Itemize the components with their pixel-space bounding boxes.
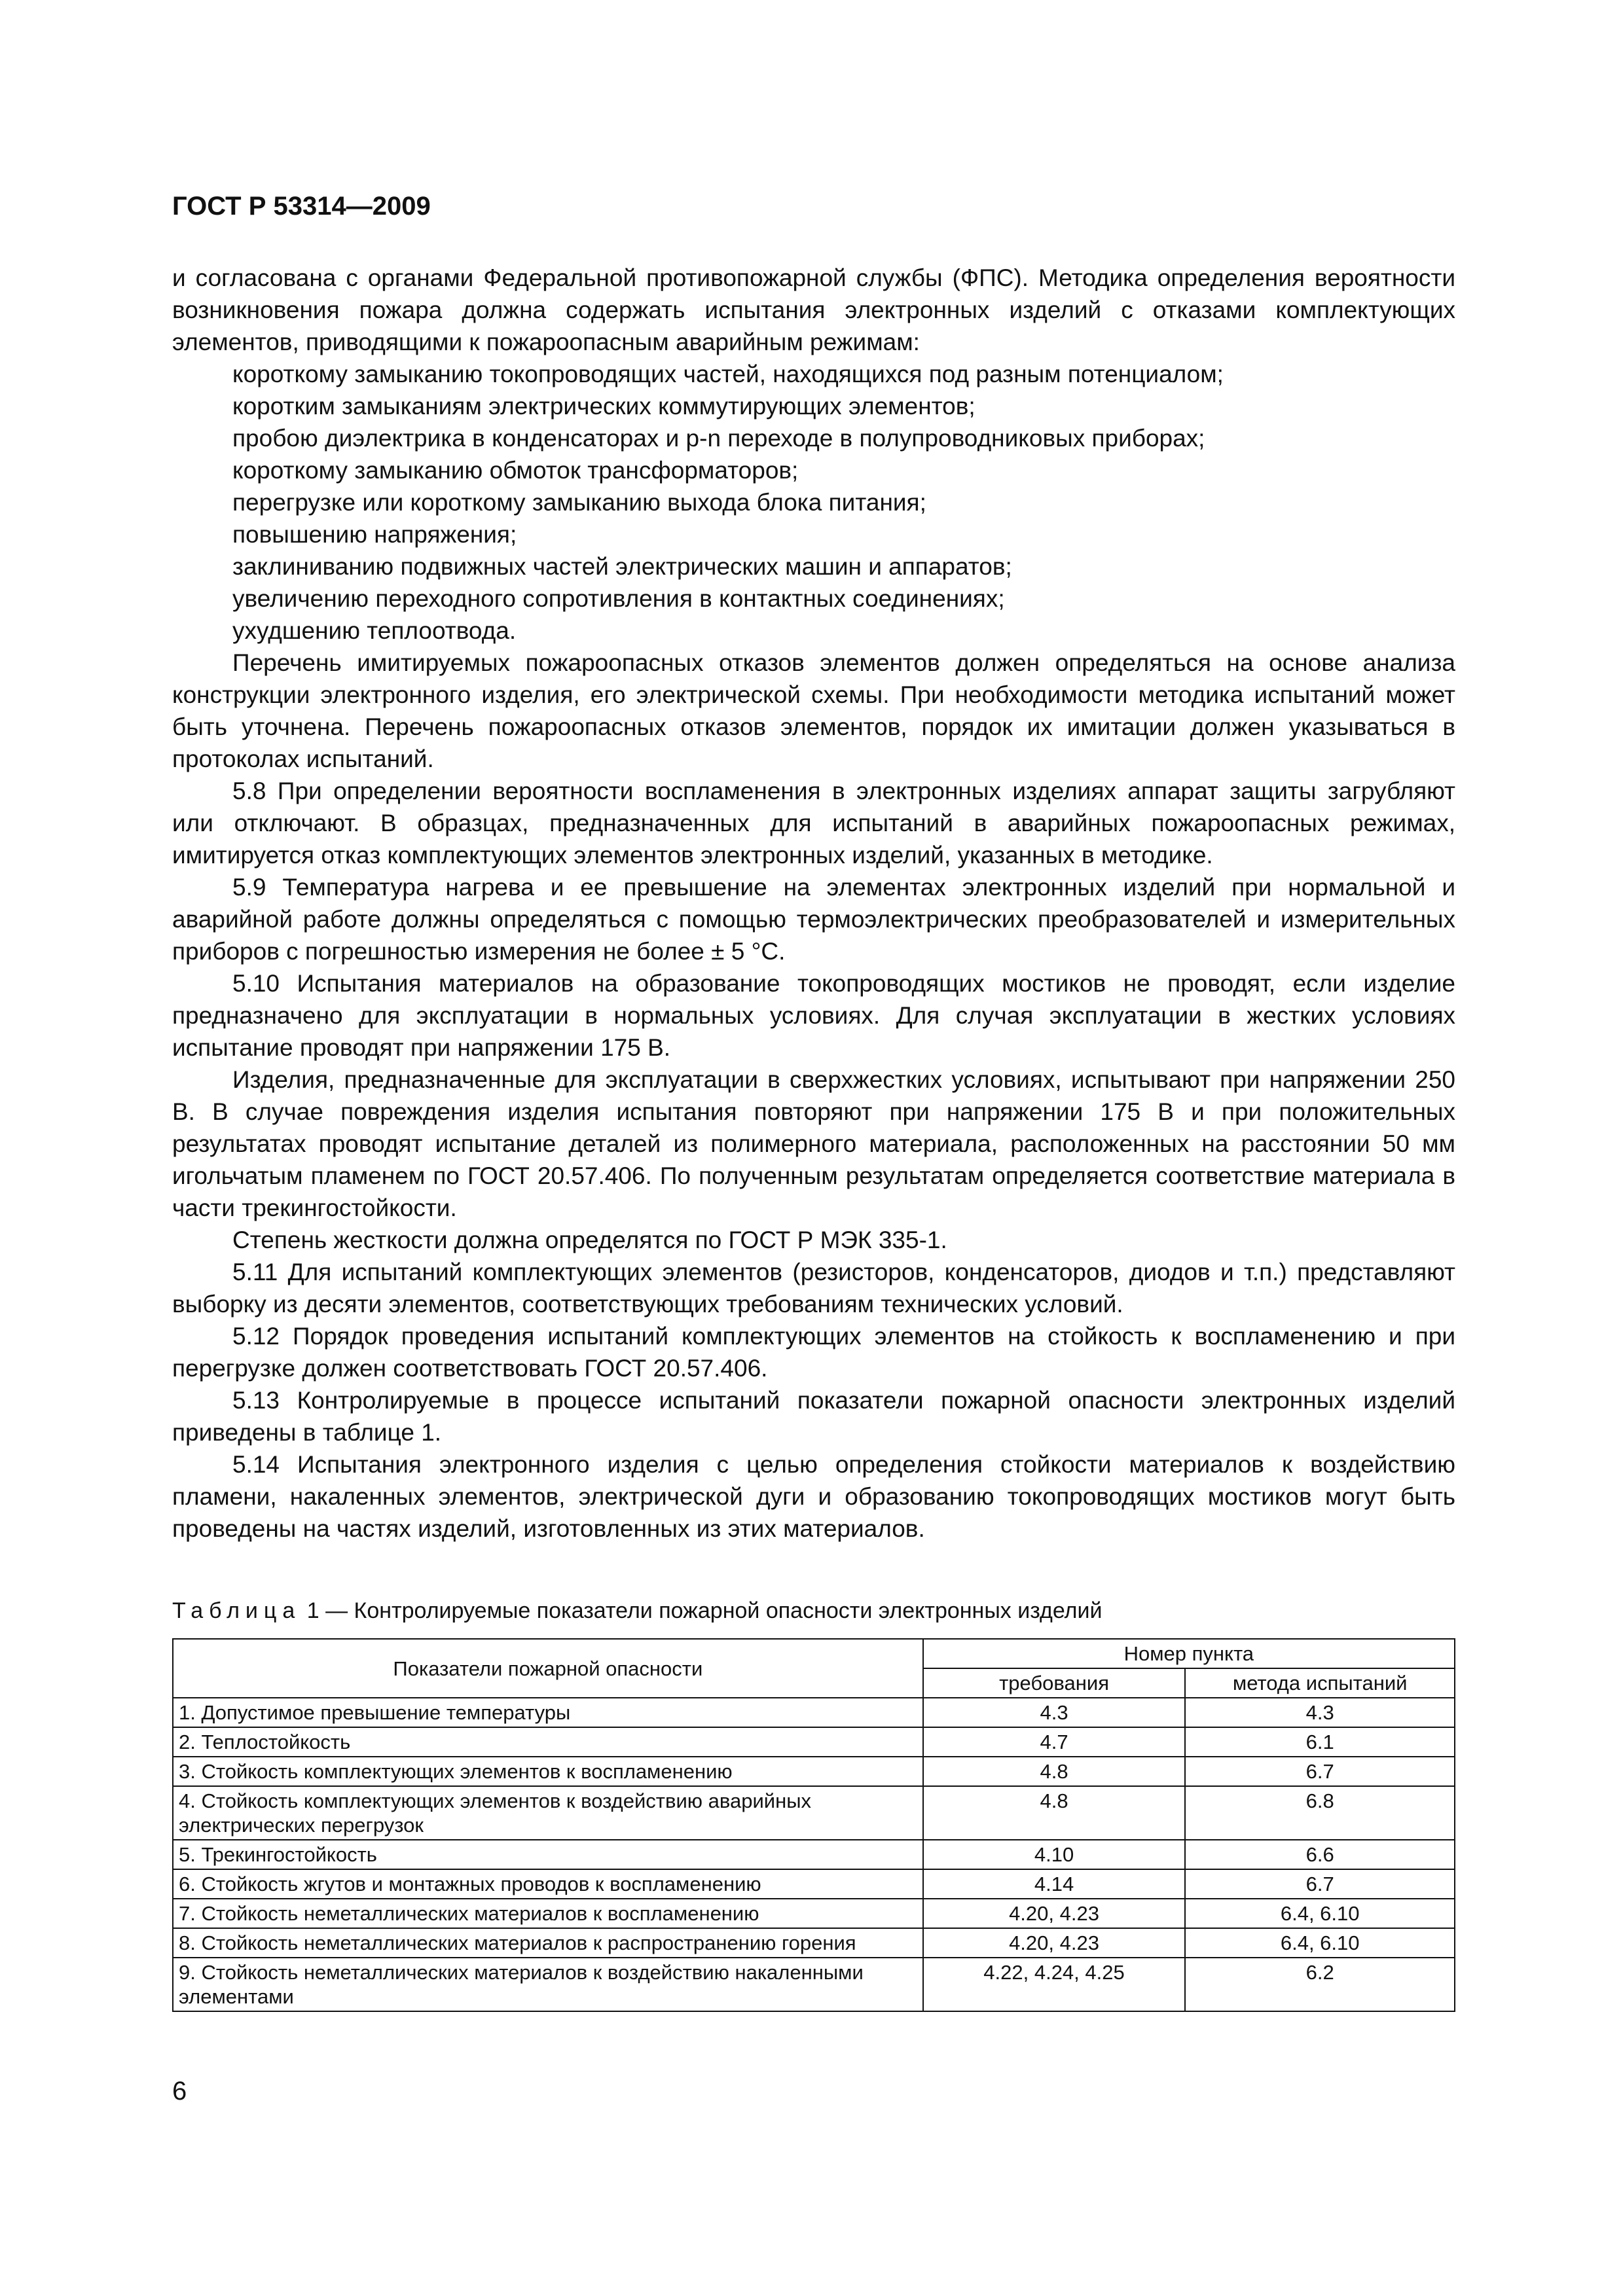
method-cell: 6.4, 6.10 [1185, 1899, 1455, 1928]
table-caption-word: Таблица [172, 1598, 301, 1623]
list-item: повышению напряжения; [232, 521, 517, 548]
indicator-cell: 2. Теплостойкость [173, 1727, 923, 1757]
table-row [173, 1840, 1455, 1869]
paragraph: 5.8 При определении вероятности воспламенения в электронных изделиях аппарат защиты загрубляют или отключают. В образцах, предназначенных для испытаний в аварийных пожароопасных режимах, имитируется отказ комплектующих элементов электронных изделий, указанных в методике. [172, 778, 1455, 869]
header-test-method: метода испытаний [1185, 1668, 1455, 1698]
paragraph: 5.11 Для испытаний комплектующих элементов (резисторов, конденсаторов, диодов и т.п.) представляют выборку из десяти элементов, соответствующих требованиям технических условий. [172, 1259, 1455, 1318]
list-item: ухудшению теплоотвода. [232, 617, 517, 644]
indicator-cell: 5. Трекингостойкость [173, 1840, 923, 1869]
document-code: ГОСТ Р 53314—2009 [172, 192, 431, 221]
method-cell: 6.8 [1185, 1786, 1455, 1840]
list-item: короткому замыканию обмоток трансформаторов; [232, 457, 799, 484]
indicator-cell: 9. Стойкость неметаллических материалов к воздействию накаленными элементами [173, 1958, 923, 2011]
list-item: короткому замыканию токопроводящих частей, находящихся под разным потенциалом; [232, 361, 1224, 387]
table-caption-title: 1 — Контролируемые показатели пожарной опасности электронных изделий [301, 1598, 1103, 1623]
table-body [173, 1698, 1455, 2011]
list-item: заклиниванию подвижных частей электрических машин и аппаратов; [232, 553, 1012, 580]
requirement-cell: 4.7 [923, 1727, 1186, 1757]
indicator-cell: 3. Стойкость комплектующих элементов к воспламенению [173, 1757, 923, 1786]
page-number: 6 [172, 2077, 187, 2106]
header-clause-number: Номер пункта [923, 1639, 1455, 1668]
table-row [173, 1899, 1455, 1928]
paragraph: Перечень имитируемых пожароопасных отказов элементов должен определяться на основе анализа конструкции электронного изделия, его электрической схемы. При необходимости методика испытаний может быть уточнена. Перечень пожароопасных отказов элементов, порядок их имитации должен указываться в протоколах испытаний. [172, 649, 1455, 772]
paragraph: 5.12 Порядок проведения испытаний комплектующих элементов на стойкость к воспламенению и при перегрузке должен соответствовать ГОСТ 20.57.406. [172, 1323, 1455, 1382]
table-caption [172, 1597, 1455, 1624]
method-cell: 6.7 [1185, 1869, 1455, 1899]
method-cell: 6.7 [1185, 1757, 1455, 1786]
indicator-cell: 7. Стойкость неметаллических материалов к воспламенению [173, 1899, 923, 1928]
method-cell: 6.6 [1185, 1840, 1455, 1869]
method-cell: 6.2 [1185, 1958, 1455, 2011]
list-item: пробою диэлектрика в конденсаторах и p-n переходе в полупроводниковых приборах; [232, 425, 1205, 452]
paragraph: Степень жесткости должна определятся по ГОСТ Р МЭК 335-1. [232, 1227, 947, 1253]
paragraph: Изделия, предназначенные для эксплуатации в сверхжестких условиях, испытывают при напряжении 250 В. В случае повреждения изделия испытания повторяют при напряжении 175 В и при положительных результатах проводят испытание деталей из полимерного материала, расположенных на расстоянии 50 мм игольчатым пламенем по ГОСТ 20.57.406. По полученным результатам определяется соответствие материала в части трекингостойкости. [172, 1066, 1455, 1221]
method-cell: 6.1 [1185, 1727, 1455, 1757]
requirement-cell: 4.3 [923, 1698, 1186, 1727]
table-row [173, 1727, 1455, 1757]
header-requirements: требования [923, 1668, 1186, 1698]
table-row [173, 1698, 1455, 1727]
header-indicators: Показатели пожарной опасности [173, 1639, 923, 1698]
indicator-cell: 8. Стойкость неметаллических материалов к распространению горения [173, 1928, 923, 1958]
table-row [173, 1869, 1455, 1899]
method-cell: 6.4, 6.10 [1185, 1928, 1455, 1958]
requirement-cell: 4.8 [923, 1757, 1186, 1786]
requirement-cell: 4.22, 4.24, 4.25 [923, 1958, 1186, 2011]
table-row [173, 1928, 1455, 1958]
requirement-cell: 4.20, 4.23 [923, 1899, 1186, 1928]
requirement-cell: 4.8 [923, 1786, 1186, 1840]
list-item: увеличению переходного сопротивления в контактных соединениях; [232, 585, 1005, 612]
table-row [173, 1958, 1455, 2011]
indicator-cell: 1. Допустимое превышение температуры [173, 1698, 923, 1727]
requirement-cell: 4.14 [923, 1869, 1186, 1899]
paragraph: 5.9 Температура нагрева и ее превышение на элементах электронных изделий при нормальной и аварийной работе должны определяться с помощью термоэлектрических преобразователей и измерительных приборов с погрешностью измерения не более ± 5 °С. [172, 874, 1455, 965]
indicator-cell: 4. Стойкость комплектующих элементов к воздействию аварийных электрических перегрузок [173, 1786, 923, 1840]
list-item: коротким замыканиям электрических коммутирующих элементов; [232, 393, 976, 420]
paragraph: 5.14 Испытания электронного изделия с целью определения стойкости материалов к воздействию пламени, накаленных элементов, электрической дуги и образованию токопроводящих мостиков могут быть проведены на частях изделий, изготовленных из этих материалов. [172, 1451, 1455, 1542]
requirement-cell: 4.10 [923, 1840, 1186, 1869]
list-item: перегрузке или короткому замыканию выхода блока питания; [232, 489, 926, 516]
indicator-cell: 6. Стойкость жгутов и монтажных проводов к воспламенению [173, 1869, 923, 1899]
table-row [173, 1757, 1455, 1786]
fire-hazard-table [172, 1638, 1455, 2012]
method-cell: 4.3 [1185, 1698, 1455, 1727]
paragraph: 5.10 Испытания материалов на образование токопроводящих мостиков не проводят, если изделие предназначено для эксплуатации в нормальных условиях. Для случая эксплуатации в жестких условиях испытание проводят при напряжении 175 В. [172, 970, 1455, 1061]
body-text [172, 262, 1455, 1545]
table-row [173, 1786, 1455, 1840]
requirement-cell: 4.20, 4.23 [923, 1928, 1186, 1958]
paragraph: 5.13 Контролируемые в процессе испытаний показатели пожарной опасности электронных изделий приведены в таблице 1. [172, 1387, 1455, 1446]
paragraph: и согласована с органами Федеральной противопожарной службы (ФПС). Методика определения вероятности возникновения пожара должна содержать испытания электронных изделий с отказами комплектующих элементов, приводящими к пожароопасным аварийным режимам: [172, 264, 1455, 355]
